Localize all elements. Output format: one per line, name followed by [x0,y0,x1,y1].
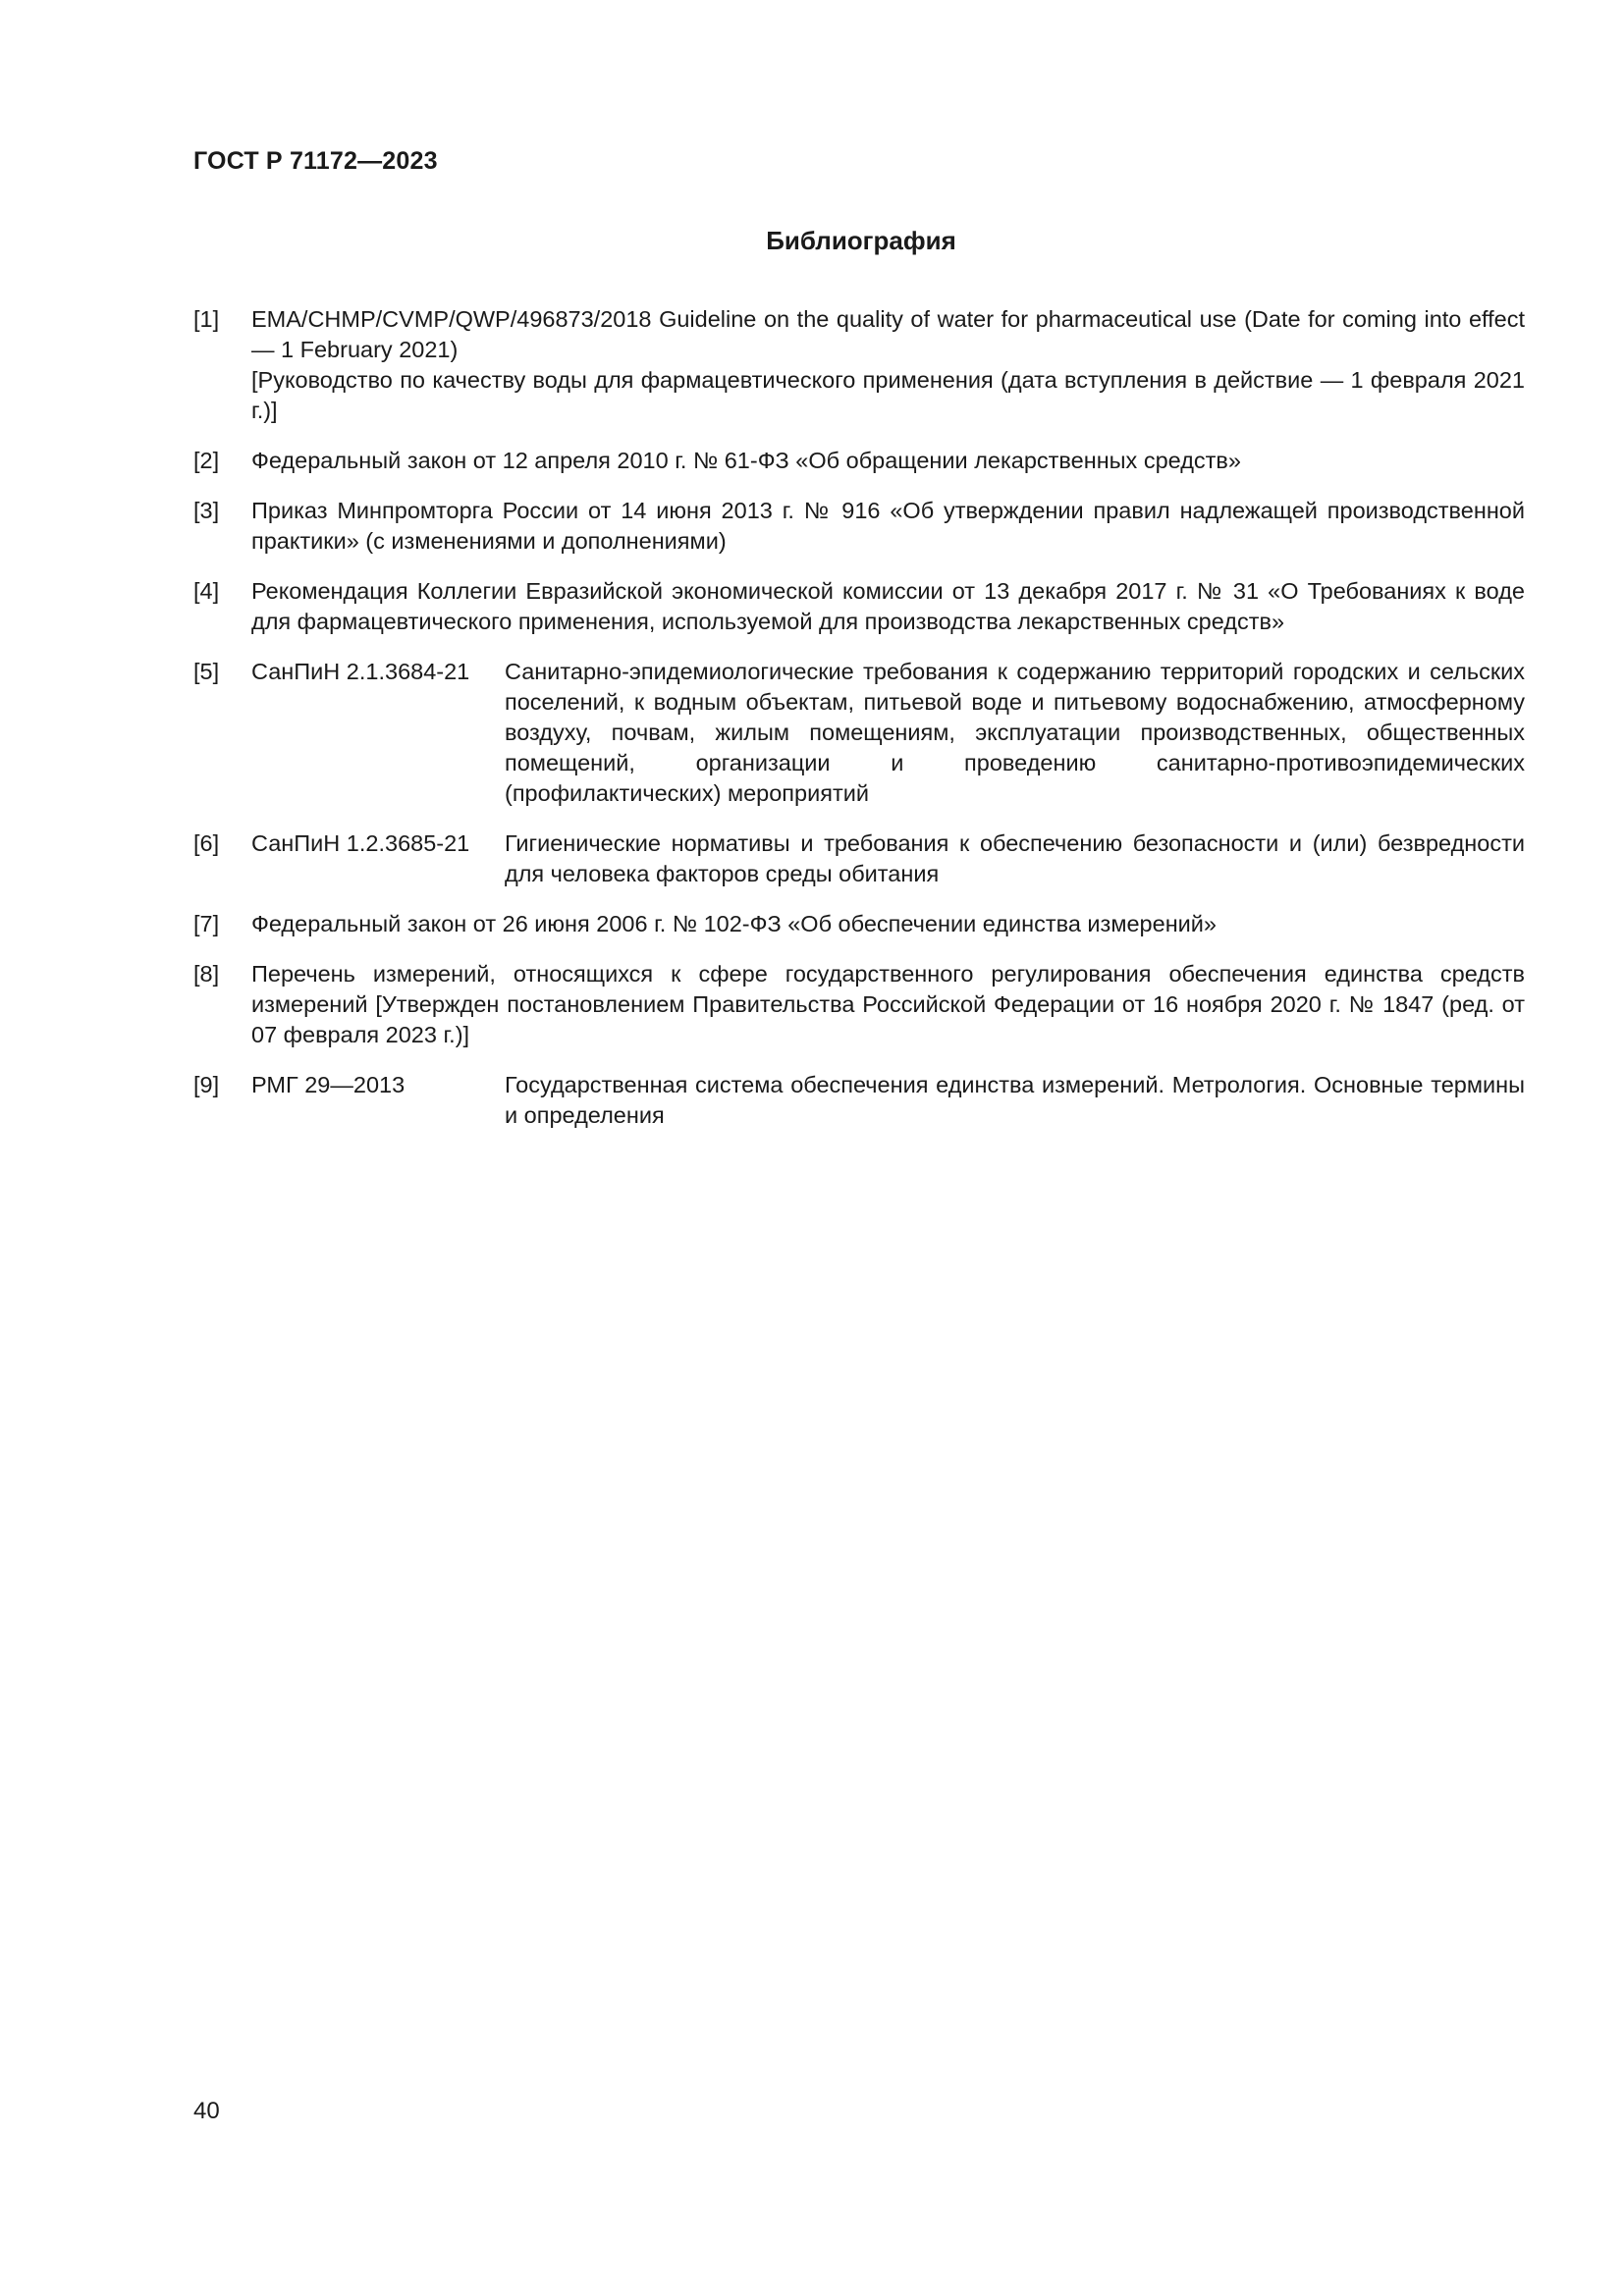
bibliography-entry-6 [193,828,1525,889]
bibliography-entry-3 [193,496,1525,557]
bibliography-entry-4 [193,576,1525,637]
bibliography-entry-9 [193,1070,1525,1131]
entry-number: [9] [193,1072,220,1097]
entry-number: [7] [193,911,220,936]
bibliography-entry-2 [193,446,1525,476]
entry-text-translation: [Руководство по качеству воды для фармацевтического применения (дата вступления в действие — 1 февраля 2021 г.)] [251,367,1525,423]
bibliography-entry-1 [193,304,1525,426]
entry-text: Государственная система обеспечения единства измерений. Метрология. Основные термины и определения [505,1072,1525,1128]
entry-code: СанПиН 2.1.3684-21 [251,659,470,684]
entry-text [251,304,1525,426]
entry-number: [3] [193,498,220,523]
bibliography-entry-5 [193,657,1525,809]
entry-text: Рекомендация Коллегии Евразийской экономической комиссии от 13 декабря 2017 г. № 31 «О Требованиях к воде для фармацевтического применения, используемой для производства лекарственных средств» [251,578,1525,634]
entry-text: Федеральный закон от 26 июня 2006 г. № 102-ФЗ «Об обеспечении единства измерений» [251,911,1217,936]
page-number: 40 [193,2098,220,2124]
entry-text-original: EMA/CHMP/CVMP/QWP/496873/2018 Guideline on the quality of water for pharmaceutical use (Date for coming into effect — 1 February 2021) [251,306,1525,362]
entry-number: [5] [193,659,220,684]
bibliography-entry-8 [193,959,1525,1050]
entry-text: Приказ Минпромторга России от 14 июня 2013 г. № 916 «Об утверждении правил надлежащей производственной практики» (с изменениями и дополнениями) [251,498,1525,554]
bibliography-entry-7 [193,909,1525,939]
entry-text: Перечень измерений, относящихся к сфере государственного регулирования обеспечения единства средств измерений [Утвержден постановлением Правительства Российской Федерации от 16 ноября 2020 г. № 1847 (ред. от 07 февраля 2023 г.)] [251,961,1525,1047]
entry-number: [4] [193,578,220,604]
entry-code: РМГ 29—2013 [251,1072,406,1097]
entry-number: [8] [193,961,220,987]
bibliography-list [193,304,1525,1150]
entry-text: Федеральный закон от 12 апреля 2010 г. № 61-ФЗ «Об обращении лекарственных средств» [251,448,1241,473]
entry-text: Гигиенические нормативы и требования к обеспечению безопасности и (или) безвредности для человека факторов среды обитания [505,830,1525,886]
bibliography-title: Библиография [766,226,956,255]
entry-text: Санитарно-эпидемиологические требования к содержанию территорий городских и сельских поселений, к водным объектам, питьевой воде и питьевому водоснабжению, атмосферному воздуху, почвам, жилым помещениям, эксплуатации производственных, общественных помещений, организации и проведению санитарно-противоэпидемических (профилактических) мероприятий [505,659,1525,806]
entry-number: [2] [193,448,220,473]
entry-code: СанПиН 1.2.3685-21 [251,830,470,856]
entry-number: [6] [193,830,220,856]
entry-number: [1] [193,306,220,332]
document-code: ГОСТ Р 71172—2023 [193,147,438,175]
